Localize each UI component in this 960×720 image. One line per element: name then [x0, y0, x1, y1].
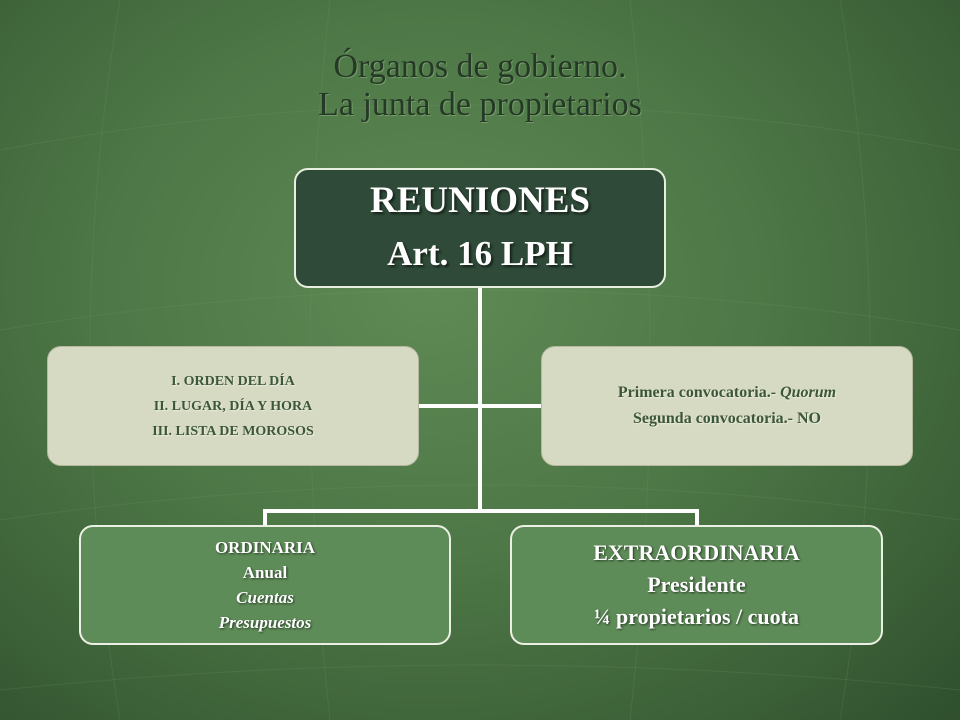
- convocatoria-second: Segunda convocatoria.- NO: [633, 410, 821, 427]
- convocatoria-first: [618, 380, 836, 406]
- ordinaria-presupuestos: Presupuestos: [218, 613, 312, 632]
- agenda-item: II. LUGAR, DÍA Y HORA: [153, 398, 313, 414]
- reuniones-title: REUNIONES: [370, 180, 590, 221]
- agenda-item: I. ORDEN DEL DÍA: [171, 373, 295, 389]
- extraordinaria-box: [510, 525, 883, 645]
- ordinaria-cuentas: Cuentas: [236, 588, 294, 607]
- ordinaria-title: ORDINARIA: [214, 538, 316, 557]
- extraordinaria-presidente: Presidente: [647, 572, 746, 597]
- extraordinaria-title: EXTRAORDINARIA: [593, 540, 800, 565]
- ordinaria-frequency: Anual: [242, 563, 288, 582]
- convocatoria-first-label: Primera convocatoria.-: [617, 384, 781, 401]
- reuniones-box: [294, 168, 666, 288]
- title-line-2: La junta de propietarios: [318, 86, 642, 123]
- reuniones-article: Art. 16 LPH: [387, 234, 573, 273]
- convocatoria-box: [541, 346, 913, 466]
- quorum-text: Quorum: [780, 384, 837, 401]
- agenda-box: [47, 346, 419, 466]
- agenda-item: III. LISTA DE MOROSOS: [152, 423, 314, 439]
- ordinaria-box: [79, 525, 451, 645]
- extraordinaria-propietarios: ¼ propietarios / cuota: [594, 604, 799, 629]
- title-line-1: Órganos de gobierno.: [333, 48, 627, 85]
